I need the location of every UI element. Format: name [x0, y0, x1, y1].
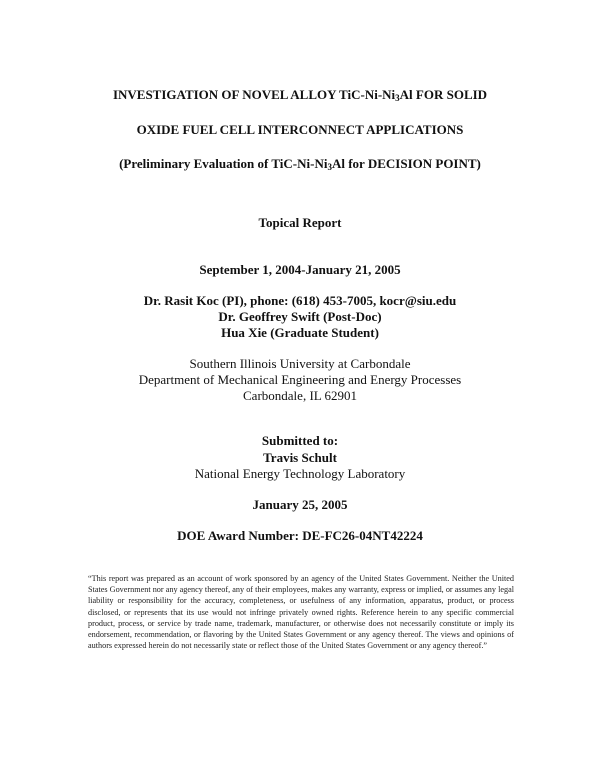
title-line-1-subscript: 3 [395, 93, 400, 103]
submitted-to-recipient: Travis Schult [263, 450, 337, 465]
report-type: Topical Report [258, 215, 342, 230]
report-period: September 1, 2004-January 21, 2005 [199, 262, 401, 277]
affiliation-university: Southern Illinois University at Carbondale [189, 356, 411, 371]
author-pi: Dr. Rasit Koc (PI), phone: (618) 453-7005, kocr@siu.edu [143, 293, 457, 308]
government-disclaimer [88, 573, 514, 651]
affiliation-department: Department of Mechanical Engineering and Energy Processes [138, 372, 462, 387]
report-date: January 25, 2005 [252, 497, 348, 512]
title-line-1 [0, 87, 600, 103]
submitted-to-organization: National Energy Technology Laboratory [194, 466, 406, 481]
subtitle [0, 156, 600, 172]
subtitle-text: (Preliminary Evaluation of TiC-Ni-Ni [119, 156, 328, 171]
affiliation-address: Carbondale, IL 62901 [243, 388, 357, 403]
author-student: Hua Xie (Graduate Student) [221, 325, 379, 340]
submitted-to-label: Submitted to: [261, 433, 339, 448]
title-line-1-text: INVESTIGATION OF NOVEL ALLOY TiC-Ni-Ni [112, 87, 396, 102]
award-number: DOE Award Number: DE-FC26-04NT42224 [177, 528, 423, 543]
author-postdoc: Dr. Geoffrey Swift (Post-Doc) [218, 309, 382, 324]
disclaimer-text: “This report was prepared as an account of work sponsored by an agency of the United States Government. Neither the United States Government nor any agency thereof, any of their employees, makes any warranty, express or implied, or assumes any legal liability or responsibility for the accuracy, completeness, or usefulness of any information, apparatus, product, or process disclosed, or represents that its use would not infringe privately owned rights. Reference herein to any specific commercial product, process, or service by trade name, trademark, manufacturer, or otherwise does not necessarily constitute or imply its endorsement, recommendation, or flavoring by the United States Government or any agency thereof. The views and opinions of authors expressed herein do not necessarily state or reflect those of the United States Government or any agency thereof.” [88, 574, 514, 651]
subtitle-subscript: 3 [327, 162, 332, 172]
subtitle-suffix: Al for DECISION POINT) [331, 156, 481, 171]
title-line-1-suffix: Al FOR SOLID [399, 87, 488, 102]
title-line-2: OXIDE FUEL CELL INTERCONNECT APPLICATIONS [136, 122, 464, 137]
